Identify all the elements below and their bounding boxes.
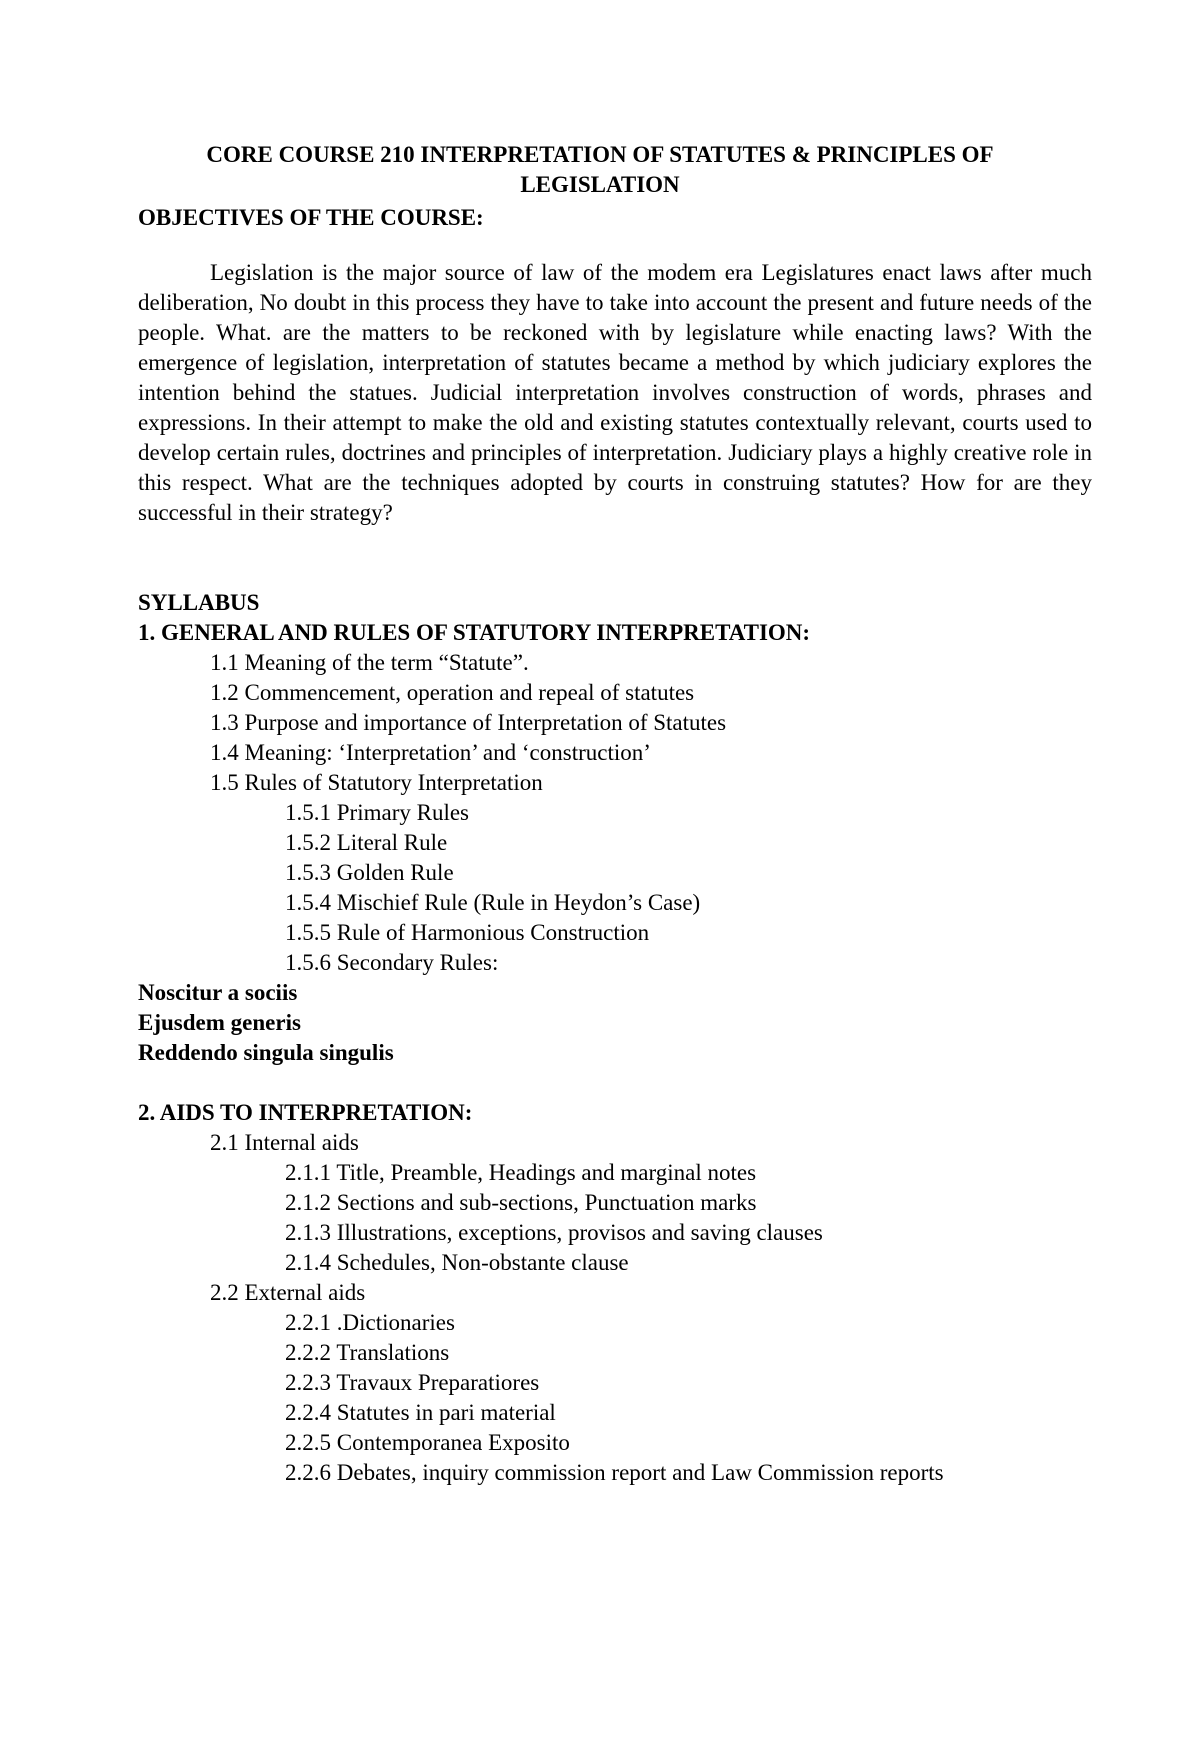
maxim-item: Noscitur a sociis	[138, 980, 298, 1005]
course-title	[130, 140, 1070, 200]
syllabus-heading: SYLLABUS	[138, 590, 260, 615]
list-subitem: 2.1.4 Schedules, Non-obstante clause	[285, 1250, 629, 1275]
objectives-heading: OBJECTIVES OF THE COURSE:	[138, 205, 484, 230]
list-subitem: 1.5.5 Rule of Harmonious Construction	[285, 920, 650, 945]
list-subitem: 2.1.2 Sections and sub-sections, Punctuation marks	[285, 1190, 757, 1215]
list-subitem: 2.2.2 Translations	[285, 1340, 450, 1365]
course-title-line-1: CORE COURSE 210 INTERPRETATION OF STATUTES & PRINCIPLES OF	[206, 142, 994, 167]
course-title-line-2: LEGISLATION	[520, 172, 680, 197]
internal-aids-heading: 2.1 Internal aids	[210, 1130, 359, 1155]
list-subitem: 2.2.5 Contemporanea Exposito	[285, 1430, 570, 1455]
list-subitem: 1.5.2 Literal Rule	[285, 830, 448, 855]
list-subitem: 1.5.4 Mischief Rule (Rule in Heydon’s Case)	[285, 890, 701, 915]
maxim-item: Reddendo singula singulis	[138, 1040, 394, 1065]
list-subitem: 1.5.1 Primary Rules	[285, 800, 469, 825]
list-item: 1.4 Meaning: ‘Interpretation’ and ‘construction’	[210, 740, 651, 765]
list-item: 1.2 Commencement, operation and repeal of statutes	[210, 680, 695, 705]
list-item: 1.3 Purpose and importance of Interpretation of Statutes	[210, 710, 727, 735]
list-subitem: 1.5.3 Golden Rule	[285, 860, 454, 885]
section-spacer	[138, 1068, 1138, 1098]
list-subitem: 2.2.4 Statutes in pari material	[285, 1400, 556, 1425]
list-subitem: 1.5.6 Secondary Rules:	[285, 950, 499, 975]
list-subitem: 2.2.6 Debates, inquiry commission report and Law Commission reports	[285, 1460, 944, 1485]
list-subitem: 2.1.3 Illustrations, exceptions, provisos and saving clauses	[285, 1220, 823, 1245]
unit-1-heading: 1. GENERAL AND RULES OF STATUTORY INTERPRETATION:	[138, 620, 811, 645]
list-item: 1.1 Meaning of the term “Statute”.	[210, 650, 529, 675]
unit-2-heading: 2. AIDS TO INTERPRETATION:	[138, 1100, 473, 1125]
list-subitem: 2.2.1 .Dictionaries	[285, 1310, 455, 1335]
list-item: 1.5 Rules of Statutory Interpretation	[210, 770, 543, 795]
list-subitem: 2.2.3 Travaux Preparatiores	[285, 1370, 540, 1395]
objectives-paragraph	[138, 258, 1092, 528]
list-subitem: 2.1.1 Title, Preamble, Headings and marginal notes	[285, 1160, 757, 1185]
maxim-item: Ejusdem generis	[138, 1010, 301, 1035]
external-aids-heading: 2.2 External aids	[210, 1280, 366, 1305]
objectives-paragraph-text: Legislation is the major source of law of the modem era Legislatures enact laws after much deliberation, No doubt in this process they have to take into account the present and future needs of the people. What. are the matters to be reckoned with by legislature while enacting laws? With the emergence of legislation, interpretation of statutes became a method by which judiciary explores the intention behind the statues. Judicial interpretation involves construction of words, phrases and expressions. In their attempt to make the old and existing statutes contextually relevant, courts used to develop certain rules, doctrines and principles of interpretation. Judiciary plays a highly creative role in this respect. What are the techniques adopted by courts in construing statutes? How for are they successful in their strategy?	[138, 260, 1092, 525]
syllabus-section	[138, 588, 1138, 1488]
